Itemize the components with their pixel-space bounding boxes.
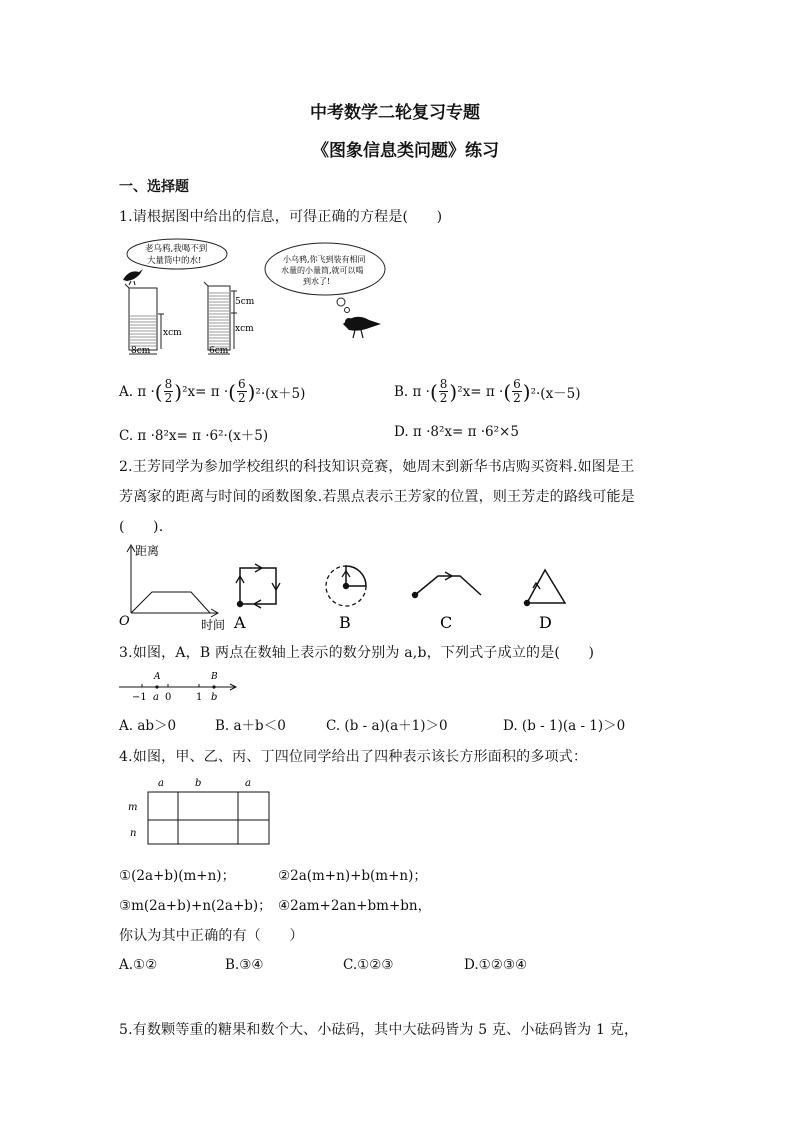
q1-option-d: D. π ·8²x= π ·6²×5 xyxy=(394,424,519,440)
rectangle-grid xyxy=(120,774,280,852)
q2-figure xyxy=(115,543,585,633)
q1-big-height-label: xcm xyxy=(163,328,182,338)
q4-expression-2: ②2a(m+n)+b(m+n)； xyxy=(278,868,427,884)
grid-label-a1: a xyxy=(158,778,164,789)
q3-option-b: B. a＋b＜0 xyxy=(215,718,286,734)
grid-label-m: m xyxy=(128,802,138,813)
route-a xyxy=(233,564,280,632)
tick-zero: 0 xyxy=(165,692,172,703)
q1-bubble1-line2: 大量筒中的水! xyxy=(147,256,202,266)
tick-minus-one: −1 xyxy=(132,692,147,703)
q4-expression-4: ④2am+2an+bm+bn， xyxy=(278,898,432,914)
q4-expression-1: ①(2a+b)(m+n)； xyxy=(119,868,236,884)
label-A: A xyxy=(154,672,161,682)
route-c xyxy=(412,572,481,632)
section-heading: 一、选择题 xyxy=(119,179,189,195)
q2-stem-line3: ( ). xyxy=(119,519,164,535)
tick-one: 1 xyxy=(196,692,203,703)
label-B: B xyxy=(211,672,218,682)
q4-option-a: A.①② xyxy=(119,957,158,973)
q1-figure xyxy=(115,238,415,360)
q1-big-width-label: 8cm xyxy=(131,346,151,356)
q1-bubble2-line2: 水量的小量筒,就可以喝 xyxy=(281,266,364,275)
q2-stem-line2: 芳离家的距离与时间的函数图象.若黑点表示王芳家的位置，则王芳走的路线可能是 xyxy=(119,489,635,505)
q5-stem: 5.有数颗等重的糖果和数个大、小砝码，其中大砝码皆为 5 克、小砝码皆为 1 克， xyxy=(119,1022,639,1038)
q1-small-height-label: xcm xyxy=(235,324,254,334)
distance-time-graph xyxy=(119,544,225,632)
route-b xyxy=(326,566,366,632)
page-title: 中考数学二轮复习专题 xyxy=(310,103,480,123)
graph-origin-label: O xyxy=(119,614,130,629)
q3-option-c: C. (b - a)(a＋1)＞0 xyxy=(326,718,448,734)
q1-bubble2-line3: 到水了! xyxy=(303,277,331,286)
grid-label-n: n xyxy=(130,828,137,839)
grid-label-a2: a xyxy=(245,778,251,789)
route-a-label: A xyxy=(234,613,246,632)
q4-stem: 4.如图，甲、乙、丙、丁四位同学给出了四种表示该长方形面积的多项式： xyxy=(119,749,588,765)
q4-option-d: D.①②③④ xyxy=(464,957,528,973)
q1-option-b: B. π · ( $\frac{8}{2}$ ) ²x= π · ( $\frac{6}{2}$ ) ²·(x－5) xyxy=(394,377,581,405)
page-subtitle: 《图象信息类问题》练习 xyxy=(312,141,499,161)
crow-icon-2 xyxy=(343,317,381,338)
q1-bubble1-line1: 老乌鸦,我喝不到 xyxy=(145,244,208,254)
q4-ask: 你认为其中正确的有（ ） xyxy=(119,928,304,944)
number-line xyxy=(115,667,245,705)
q3-stem: 3.如图，A，B 两点在数轴上表示的数分别为 a,b，下列式子成立的是( ) xyxy=(119,645,595,661)
tick-b: b xyxy=(211,692,218,703)
q1-bubble2-line1: 小乌鸦,你飞到装有相同 xyxy=(283,255,366,264)
route-b-label: B xyxy=(339,613,351,632)
tick-a: a xyxy=(153,692,159,703)
q1-small-top-label: 5cm xyxy=(235,297,255,307)
small-cylinder xyxy=(204,282,255,356)
q1-stem: 1.请根据图中给出的信息，可得正确的方程是( ) xyxy=(119,209,443,225)
big-cylinder xyxy=(125,284,182,356)
q1-option-c: C. π ·8²x= π ·6²·(x＋5) xyxy=(119,428,269,444)
q4-option-b: B.③④ xyxy=(225,957,264,973)
route-d-label: D xyxy=(539,613,552,632)
q1-option-a: A. π · ( $\frac{8}{2}$ ) ²x= π · ( $\frac{6}{2}$ ) ²·(x＋5) xyxy=(119,377,306,405)
q1-small-width-label: 6cm xyxy=(209,346,229,356)
q3-option-d: D. (b - 1)(a - 1)＞0 xyxy=(503,718,626,734)
graph-x-label: 时间 xyxy=(201,618,226,632)
route-d xyxy=(524,570,565,632)
q2-stem-line1: 2.王芳同学为参加学校组织的科技知识竞赛，她周末到新华书店购买资料.如图是王 xyxy=(119,459,635,475)
route-c-label: C xyxy=(440,613,453,632)
q4-expression-3: ③m(2a+b)+n(2a+b)； xyxy=(119,898,272,914)
crow-icon-1 xyxy=(123,269,143,285)
q3-option-a: A. ab＞0 xyxy=(119,718,177,734)
grid-label-b: b xyxy=(195,778,202,789)
q4-option-c: C.①②③ xyxy=(343,957,394,973)
graph-y-label: 距离 xyxy=(135,544,160,558)
